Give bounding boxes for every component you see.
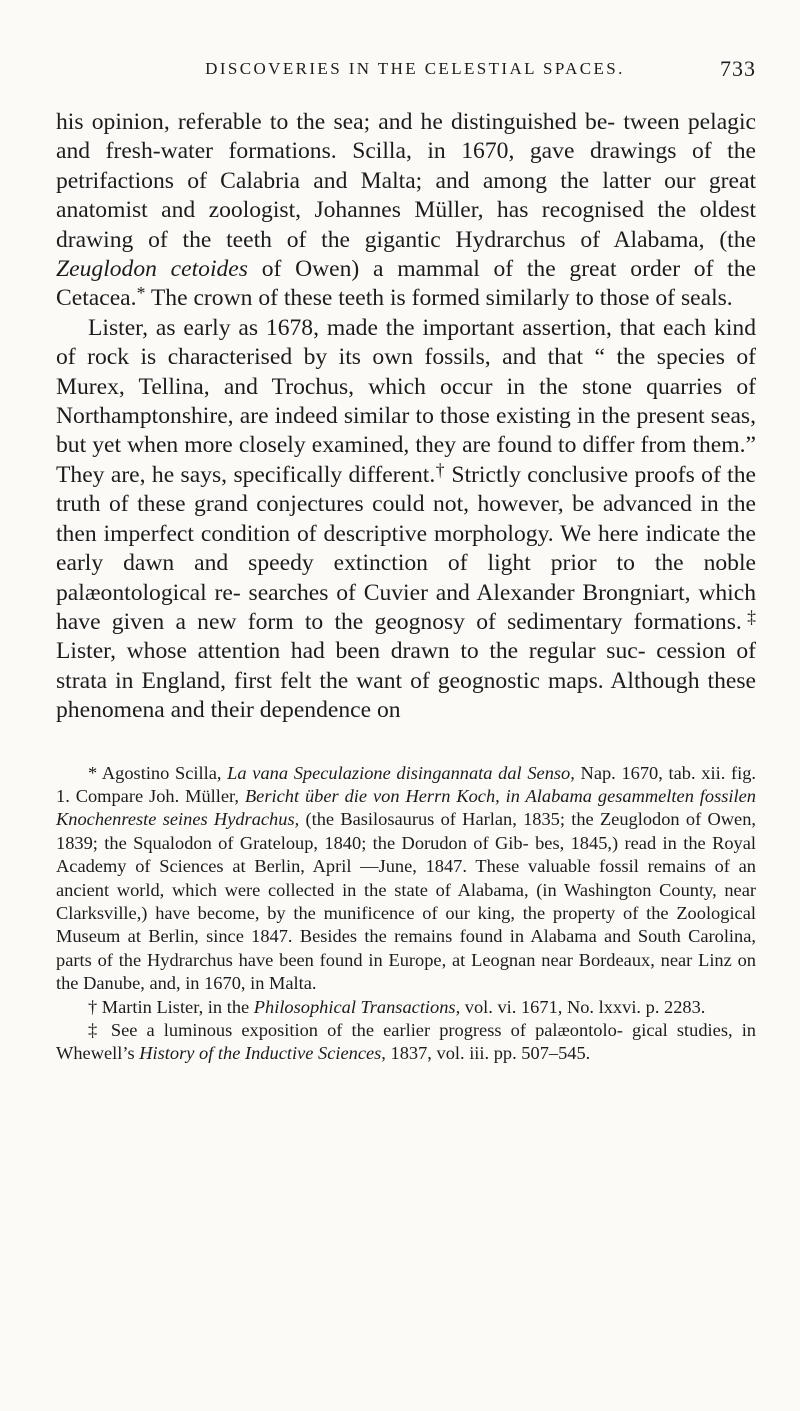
footnote-3 (56, 1019, 756, 1066)
text-run: Agostino Scilla, (101, 762, 228, 783)
page-number: 733 (720, 56, 756, 81)
paragraph-2 (56, 314, 756, 726)
running-head (56, 54, 756, 84)
footnote-mark: ‡ (88, 1020, 111, 1040)
footnote-mark: * (88, 762, 102, 783)
italic-run: Philosophical Transactions, (253, 996, 461, 1017)
footnote-reference: * (136, 283, 146, 304)
body-text (56, 108, 756, 726)
text-run: See a luminous exposition of the earlier progress of palæontolo- gical studies, in Whewell’s (56, 1020, 757, 1064)
book-page (56, 54, 756, 1066)
italic-run: History of the Inductive Sciences, (139, 1043, 386, 1064)
footnote-reference: † (435, 459, 446, 480)
text-run: of Owen) a mammal of the great order of the Cetacea. (56, 256, 756, 312)
text-run: Lister, whose attention had been drawn to the regular suc- cession of strata in England, first felt the want of geognostic maps. Although these phenomena and their dependence on (56, 638, 756, 724)
italic-run: Bericht über die von Herrn Koch, in Alabama gesammelten fossilen Knochenreste seines Hydrachus, (56, 785, 757, 830)
footnote-mark: † (88, 996, 102, 1017)
text-run: Martin Lister, in the (101, 996, 254, 1017)
paragraph-1 (56, 108, 756, 314)
footnotes (56, 762, 756, 1066)
footnote-reference: ‡ (741, 606, 756, 627)
text-run: Nap. 1670, tab. xii. fig. 1. Compare Joh. Müller, (56, 762, 756, 806)
text-run: Lister, as early as 1678, made the important assertion, that each kind of rock is characterised by its own fossils, and that “ the species of Murex, Tellina, and Trochus, which occur in the stone quarries of Northamptonshire, are indeed similar to those existing in the present seas, but yet when more closely examined, they are found to differ from them.” They are, he says, specifically different. (56, 314, 756, 488)
footnote-2 (56, 996, 756, 1019)
text-run: Strictly conclusive proofs of the truth of these grand conjectures could not, however, be advanced in the then imperfect condition of descriptive morphology. We here indicate the early dawn and speedy extinction of light prior to the noble palæontological re- searches of Cuvier and Alexander Brongniart, which have given a new form to the geognosy of sedimentary formations. (56, 461, 756, 635)
italic-run: La vana Speculazione disingannata dal Senso, (227, 762, 575, 783)
text-run: 1837, vol. iii. pp. 507–545. (385, 1043, 591, 1064)
text-run: his opinion, referable to the sea; and he distinguished be- tween pelagic and fresh-water formations. Scilla, in 1670, gave drawings of the petrifactions of Calabria and Malta; and among the latter our great anatomist and zoologist, Johannes Müller, has recognised the oldest drawing of the teeth of the gigantic Hydrarchus of Alabama, (the (56, 109, 756, 253)
footnote-1 (56, 762, 756, 996)
running-title: DISCOVERIES IN THE CELESTIAL SPACES. (205, 59, 625, 78)
text-run: The crown of these teeth is formed similarly to those of seals. (145, 285, 733, 312)
text-run: vol. vi. 1671, No. lxxvi. p. 2283. (460, 996, 706, 1017)
italic-run: Zeuglodon cetoides (56, 256, 248, 283)
text-run: (the Basilosaurus of Harlan, 1835; the Zeuglodon of Owen, 1839; the Squalodon of Grateloup, 1840; the Dorudon of Gib- bes, 1845,) read in the Royal Academy of Sciences at Berlin, April —June, 1847. These valuable fossil remains of an ancient world, which were collected in the state of Alabama, (in Washington County, near Clarksville,) have become, by the munificence of our king, the property of the Zoological Museum at Berlin, since 1847. Besides the remains found in Alabama and South Carolina, parts of the Hydrarchus have been found in Europe, at Leognan near Bordeaux, near Linz on the Danube, and, in 1670, in Malta. (56, 809, 756, 994)
